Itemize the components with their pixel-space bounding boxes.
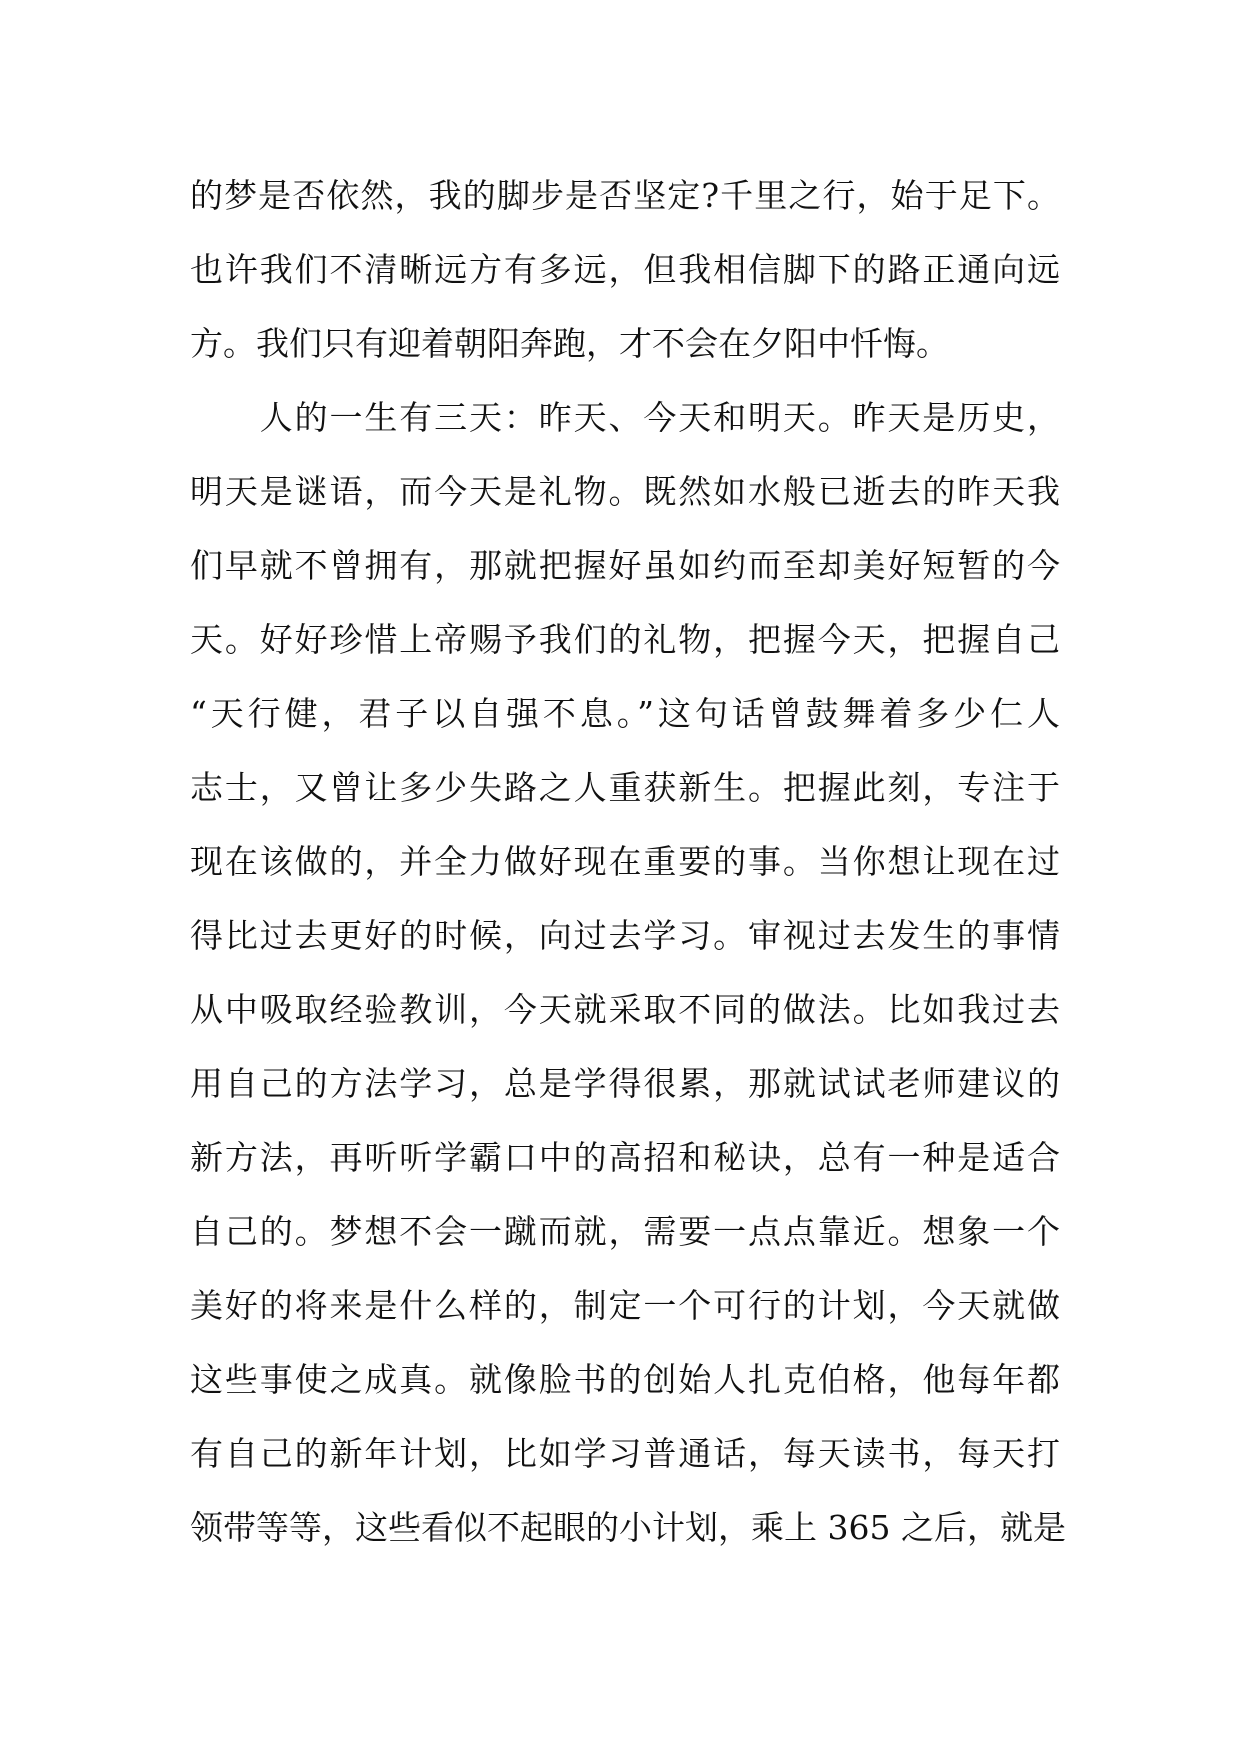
- body-text: [190, 168, 1066, 1574]
- text-line: 方。我们只有迎着朝阳奔跑，才不会在夕阳中忏悔。: [190, 324, 949, 363]
- text-line: 有自己的新年计划，比如学习普通话，每天读书，每天打: [190, 1434, 1060, 1473]
- text-line: 这些事使之成真。就像脸书的创始人扎克伯格，他每年都: [190, 1360, 1060, 1399]
- text-line: 领带等等，这些看似不起眼的小计划，乘上 365 之后，就是: [190, 1508, 1066, 1547]
- text-line: 的梦是否依然，我的脚步是否坚定?千里之行，始于足下。: [190, 176, 1060, 215]
- text-line: 美好的将来是什么样的，制定一个可行的计划，今天就做: [190, 1286, 1060, 1325]
- text-line: 明天是谜语，而今天是礼物。既然如水般已逝去的昨天我: [190, 472, 1060, 511]
- text-line: “天行健，君子以自强不息。”这句话曾鼓舞着多少仁人: [190, 694, 1060, 733]
- text-line: 们早就不曾拥有，那就把握好虽如约而至却美好短暂的今: [190, 546, 1060, 585]
- text-line: 得比过去更好的时候，向过去学习。审视过去发生的事情: [190, 916, 1060, 955]
- text-line: 从中吸取经验教训，今天就采取不同的做法。比如我过去: [190, 990, 1060, 1029]
- text-line: 新方法，再听听学霸口中的高招和秘诀，总有一种是适合: [190, 1138, 1060, 1177]
- text-line: 志士，又曾让多少失路之人重获新生。把握此刻，专注于: [190, 768, 1060, 807]
- text-line: 人的一生有三天：昨天、今天和明天。昨天是历史，: [190, 398, 1060, 437]
- text-line: 天。好好珍惜上帝赐予我们的礼物，把握今天，把握自己: [190, 620, 1060, 659]
- text-line: 也许我们不清晰远方有多远，但我相信脚下的路正通向远: [190, 250, 1060, 289]
- text-line: 用自己的方法学习，总是学得很累，那就试试老师建议的: [190, 1064, 1060, 1103]
- text-line: 现在该做的，并全力做好现在重要的事。当你想让现在过: [190, 842, 1060, 881]
- text-line: 自己的。梦想不会一蹴而就，需要一点点靠近。想象一个: [190, 1212, 1060, 1251]
